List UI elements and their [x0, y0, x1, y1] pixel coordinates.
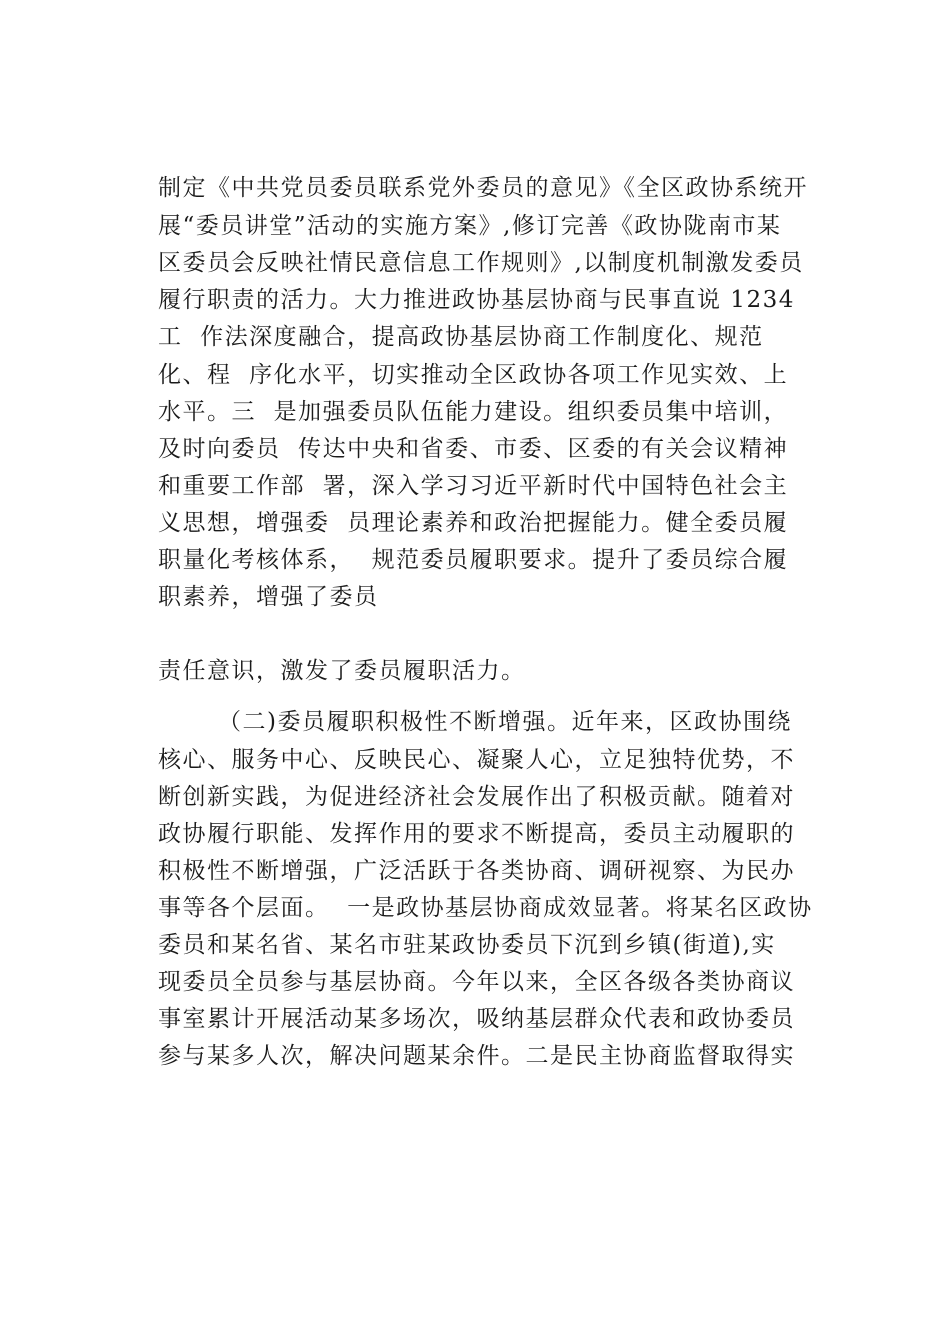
text-line: 工 作法深度融合，提高政协基层协商工作制度化、规范: [158, 324, 764, 350]
text-line: 政协履行职能、发挥作用的要求不断提高，委员主动履职的: [158, 821, 795, 847]
text-line: 职量化考核体系， 规范委员履职要求。提升了委员综合履: [158, 547, 789, 573]
text-line: 职素养，增强了委员: [158, 584, 379, 610]
text-line: 事等各个层面。 一是政协基层协商成效显著。将某名区政协: [158, 895, 813, 921]
text-line: 核心、服务中心、反映民心、凝聚人心，立足独特优势，不: [158, 747, 795, 773]
text-line: 水平。三 是加强委员队伍能力建设。组织委员集中培训，: [158, 399, 789, 425]
text-line: 事室累计开展活动某多场次，吸纳基层群众代表和政协委员: [158, 1006, 795, 1032]
text-line: 制定《中共党员委员联系党外委员的意见》《全区政协系统开: [158, 175, 808, 201]
text-line: 义思想，增强委 员理论素养和政治把握能力。健全委员履: [158, 510, 789, 536]
text-line: 断创新实践，为促进经济社会发展作出了积极贡献。随着对: [158, 784, 795, 810]
text-line: 现委员全员参与基层协商。今年以来，全区各级各类协商议: [158, 969, 795, 995]
text-line: 委员和某名省、某名市驻某政协委员下沉到乡镇(街道),实: [158, 932, 776, 958]
text-line: 和重要工作部 署，深入学习习近平新时代中国特色社会主: [158, 473, 789, 499]
text-line: 展“委员讲堂”活动的实施方案》,修订完善《政协陇南市某: [158, 213, 782, 239]
text-line: 履行职责的活力。大力推进政协基层协商与民事直说 1234: [158, 287, 795, 313]
text-line: 化、程 序化水平，切实推动全区政协各项工作见实效、上: [158, 362, 789, 388]
text-line: 区委员会反映社情民意信息工作规则》,以制度机制激发委员: [158, 250, 804, 276]
text-line: 责任意识，激发了委员履职活力。: [158, 658, 526, 684]
paragraph-heading: （二)委员履职积极性不断增强。近年来，区政协围绕: [218, 709, 792, 735]
text-line: 参与某多人次，解决问题某余件。二是民主协商监督取得实: [158, 1043, 795, 1069]
text-line: 及时向委员 传达中央和省委、市委、区委的有关会议精神: [158, 436, 789, 462]
text-line: 积极性不断增强，广泛活跃于各类协商、调研视察、为民办: [158, 858, 795, 884]
